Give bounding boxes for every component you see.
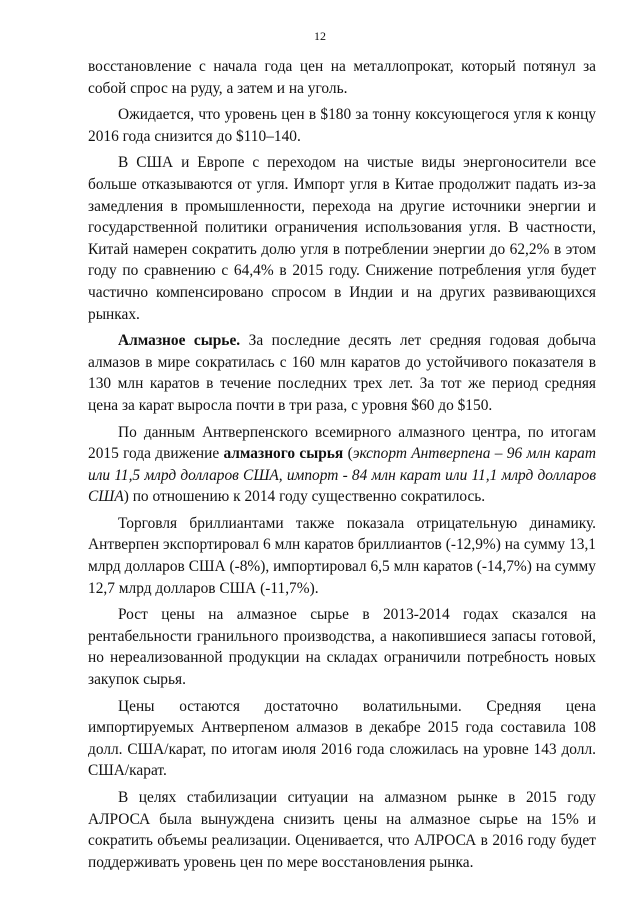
paragraph-5-italic: экспорт Антверпена – 96 млн карат или 11,5 млрд долларов США, импорт - 84 млн карат или 11,1 млрд долларов США	[88, 445, 596, 506]
paragraph-1: восстановление с начала года цен на металлопрокат, который потянул за собой спрос на руду, а затем и на уголь.	[88, 58, 596, 97]
paragraph-2: Ожидается, что уровень цен в $180 за тонну коксующегося угля к концу 2016 года снизится до $110–140.	[88, 106, 596, 145]
paragraph-8: Цены остаются достаточно волатильными. Средняя цена импортируемых Антверпеном алмазов в декабре 2015 года составила 108 долл. США/карат, по итогам июля 2016 года сложилась на уровне 143 долл. США/карат.	[88, 697, 596, 780]
paragraph-5-text-b: (	[343, 445, 353, 463]
paragraph-5	[88, 422, 596, 508]
paragraph-5-text-a: По данным Антверпенского всемирного алмазного центра, по итогам 2015 года движение	[88, 423, 596, 463]
paragraph-6: Торговля бриллиантами также показала отрицательную динамику. Антверпен экспортировал 6 млн каратов бриллиантов (-12,9%) на сумму 13,1 млрд долларов США (-8%), импортировал 6,5 млн каратов (-14,7%) на сумму 12,7 млрд долларов США (-11,7%).	[88, 514, 596, 597]
paragraph-5-bold: алмазного сырья	[223, 445, 344, 463]
document-body	[88, 56, 596, 873]
paragraph-4-text: За последние десять лет средняя годовая добыча алмазов в мире сократилась с 160 млн каратов до устойчивого показателя в 130 млн каратов в течение последних трех лет. За тот же период средняя цена за карат выросла почти в три раза, с уровня $60 до $150.	[88, 332, 596, 414]
paragraph-7: Рост цены на алмазное сырье в 2013-2014 годах сказался на рентабельности гранильного производства, а накопившиеся запасы готовой, но нереализованной продукции на складах ограничили потребность новых закупок сырья.	[88, 606, 596, 689]
paragraph-4	[88, 330, 596, 416]
paragraph-9: В целях стабилизации ситуации на алмазном рынке в 2015 году АЛРОСА была вынуждена снизить цены на алмазное сырье на 15% и сократить объемы реализации. Оценивается, что АЛРОСА в 2016 году будет поддерживать уровень цен по мере восстановления рынка.	[88, 789, 596, 871]
page-number: 12	[314, 29, 326, 43]
paragraph-5-text-c: ) по отношению к 2014 году существенно сократилось.	[123, 488, 486, 506]
paragraph-3: В США и Европе с переходом на чистые виды энергоносители все больше отказываются от угля. Импорт угля в Китае продолжит падать из-за замедления в промышленности, перехода на другие источники энергии и государственной политики ограничения использования угля. В частности, Китай намерен сократить долю угля в потреблении энергии до 62,2% в этом году по сравнению с 64,4% в 2015 году. Снижение потребления угля будет частично компенсировано спросом в Индии и на других развивающихся рынках.	[88, 154, 596, 323]
section-heading-diamonds: Алмазное сырье.	[118, 332, 241, 350]
